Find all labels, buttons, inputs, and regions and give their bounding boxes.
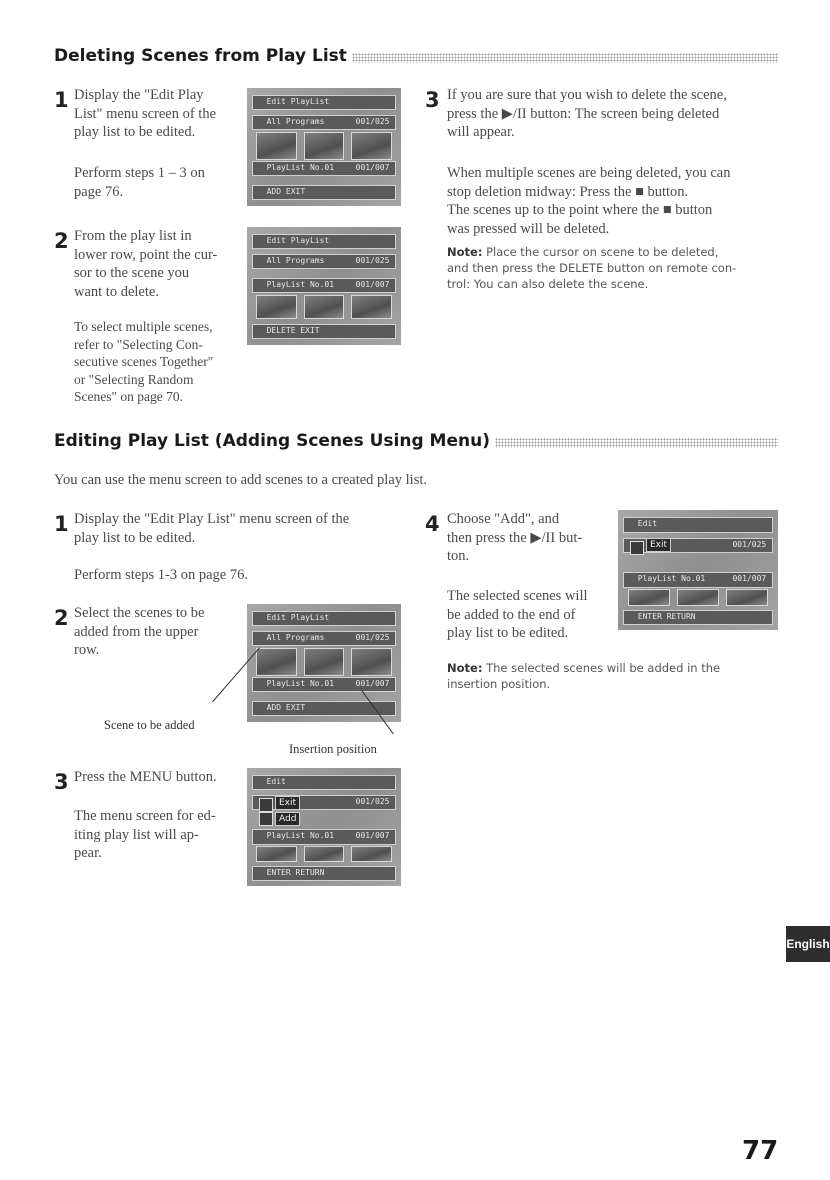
step-subtext: Perform steps 1-3 on page 76.	[74, 567, 248, 583]
screen-title-bar: Edit PlayList	[252, 234, 397, 249]
screen-button-bar: ADD EXIT	[252, 701, 397, 716]
screen-title-bar: Edit PlayList	[252, 95, 397, 110]
step-number: 2	[54, 606, 69, 630]
step-text: If you are sure that you wish to delete the scene, press the ▶/II button: The screen being deleted will appear.	[447, 87, 727, 140]
note-block: Note: The selected scenes will be added in the insertion position.	[447, 661, 721, 691]
step-text: Press the MENU button.	[74, 769, 217, 785]
screen-edit-playlist	[247, 88, 401, 206]
thumbnail-row	[256, 846, 392, 863]
menu-item-add: Add	[275, 812, 300, 826]
screen-title-bar: Edit	[252, 775, 397, 790]
thumbnail-row	[256, 295, 392, 319]
step-subtext: Perform steps 1 – 3 on page 76.	[74, 165, 205, 200]
page-number: 77	[742, 1136, 779, 1166]
screen-title-bar: Edit	[623, 517, 773, 533]
screen-row-bar: 001/025	[252, 795, 397, 810]
step-number: 4	[425, 512, 440, 536]
step-subtext: The menu screen for ed- iting play list will ap- pear.	[74, 808, 216, 861]
step-number: 2	[54, 229, 69, 253]
step-text: From the play list in lower row, point the cur- sor to the scene you want to delete.	[74, 228, 218, 300]
step-text: Choose "Add", and then press the ▶/II but- ton.	[447, 511, 583, 564]
step-subtext: The selected scenes will be added to the end of play list to be edited.	[447, 588, 588, 641]
thumbnail-row	[628, 589, 769, 606]
step-number: 1	[54, 512, 69, 536]
screen-select-scenes	[247, 604, 401, 722]
caption-scene-to-be-added: Scene to be added	[104, 718, 195, 732]
screen-row-bar: 001/025	[623, 538, 773, 554]
screen-title-bar: Edit PlayList	[252, 611, 397, 626]
intro-text: You can use the menu screen to add scenes to a created play list.	[54, 472, 427, 488]
note-block: Note: Place the cursor on scene to be deleted, and then press the DELETE button on remote con- trol: You can also delete the scene.	[447, 245, 737, 291]
language-tab: English	[786, 926, 830, 962]
screen-row-bar: All Programs 001/025	[252, 254, 397, 269]
step-number: 1	[54, 88, 69, 112]
screen-add-selected	[618, 510, 778, 630]
screen-row-bar: PlayList No.01 001/007	[252, 829, 397, 844]
screen-button-bar: ENTER RETURN	[623, 610, 773, 626]
thumbnail-row	[256, 132, 392, 160]
menu-item-exit: Exit	[646, 538, 671, 552]
screen-delete-scene	[247, 227, 401, 345]
screen-row-bar: All Programs 001/025	[252, 631, 397, 646]
section-title-editing: Editing Play List (Adding Scenes Using Menu)	[54, 431, 490, 451]
screen-row-bar: PlayList No.01 001/007	[252, 161, 397, 176]
screen-row-bar: PlayList No.01 001/007	[623, 572, 773, 588]
section-title-deleting: Deleting Scenes from Play List	[54, 46, 347, 66]
screen-row-bar: PlayList No.01 001/007	[252, 278, 397, 293]
step-number: 3	[54, 770, 69, 794]
menu-icon	[630, 541, 644, 555]
step-text: Display the "Edit Play List" menu screen of the play list to be edited.	[74, 511, 350, 546]
step-text: Select the scenes to be added from the upper row.	[74, 605, 205, 658]
menu-icon	[259, 798, 273, 812]
step-subtext: When multiple scenes are being deleted, you can stop deletion midway: Press the ■ button. The scenes up to the point where the ■ button was pressed will be deleted.	[447, 165, 731, 237]
screen-row-bar: PlayList No.01 001/007	[252, 677, 397, 692]
caption-insertion-position: Insertion position	[289, 742, 377, 756]
heading-divider	[352, 53, 778, 63]
screen-edit-menu	[247, 768, 401, 886]
step-text: Display the "Edit Play List" menu screen of the play list to be edited.	[74, 87, 217, 140]
thumbnail-row	[256, 648, 392, 676]
screen-row-bar: All Programs 001/025	[252, 115, 397, 130]
screen-button-bar: ADD EXIT	[252, 185, 397, 200]
menu-icon	[259, 812, 273, 826]
step-number: 3	[425, 88, 440, 112]
screen-button-bar: DELETE EXIT	[252, 324, 397, 339]
menu-item-exit: Exit	[275, 796, 300, 810]
step-subtext: To select multiple scenes, refer to "Selecting Con- secutive scenes Together" or "Selecting Random Scenes" on page 70.	[74, 319, 214, 404]
screen-button-bar: ENTER RETURN	[252, 866, 397, 881]
heading-divider	[495, 438, 778, 448]
